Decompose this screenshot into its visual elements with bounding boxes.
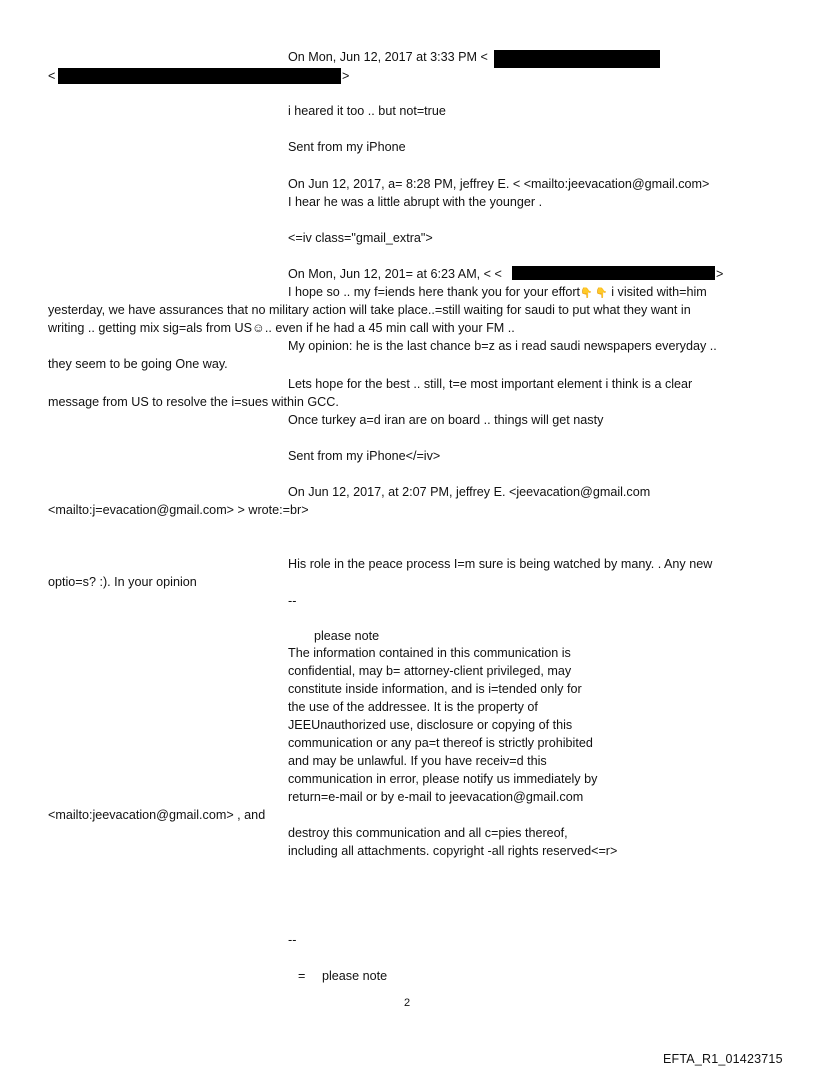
bates-number: EFTA_R1_01423715 bbox=[663, 1052, 783, 1066]
separator-dashes-2: -- bbox=[288, 933, 297, 947]
redaction-block bbox=[494, 50, 660, 68]
div-tag-text: <=iv class="gmail_extra"> bbox=[288, 231, 433, 245]
role-line-1: His role in the peace process I=m sure is being watched by many. . Any new bbox=[288, 557, 713, 571]
email-header-1-open: < bbox=[48, 69, 56, 83]
note-title-2: please note bbox=[322, 969, 388, 983]
role-line-2: optio=s? :). In your opinion bbox=[48, 575, 197, 589]
paragraph-1-text-end: i visited with=him bbox=[607, 285, 707, 299]
paragraph-1-text: I hope so .. my f=iends here thank you for your effort bbox=[288, 285, 581, 299]
mailto-line: <mailto:jeevacation@gmail.com> , and bbox=[48, 808, 266, 822]
paragraph-4: Once turkey a=d iran are on board .. things will get nasty bbox=[288, 413, 604, 427]
disclaimer-line: JEEUnauthorized use, disclosure or copying of this bbox=[288, 718, 573, 732]
disclaimer-line: return=e-mail or by e-mail to jeevacation@gmail.com bbox=[288, 790, 584, 804]
quote-1-body: I hear he was a little abrupt with the younger . bbox=[288, 195, 543, 209]
paragraph-1-line-2: yesterday, we have assurances that no military action will take place..=still waiting for saudi to put what they want in bbox=[48, 303, 691, 317]
quote-3-header-line-2: <mailto:j=evacation@gmail.com> > wrote:=br> bbox=[48, 503, 309, 517]
disclaimer-line: confidential, may b= attorney-client privileged, may bbox=[288, 664, 572, 678]
reply-text-1: i heared it too .. but not=true bbox=[288, 104, 446, 118]
paragraph-2-line-1: My opinion: he is the last chance b=z as i read saudi newspapers everyday .. bbox=[288, 339, 717, 353]
disclaimer-line: The information contained in this communication is bbox=[288, 646, 571, 660]
signature-2: Sent from my iPhone</=iv> bbox=[288, 449, 441, 463]
disclaimer-line: constitute inside information, and is i=tended only for bbox=[288, 682, 582, 696]
paragraph-3-line-1: Lets hope for the best .. still, t=e most important element i think is a clear bbox=[288, 377, 693, 391]
redaction-block bbox=[512, 266, 715, 280]
note-title-1: please note bbox=[314, 629, 380, 643]
paragraph-1-line-1 bbox=[288, 284, 707, 302]
destroy-line-2: including all attachments. copyright -all rights reserved<=r> bbox=[288, 844, 618, 858]
redaction-block bbox=[58, 68, 341, 84]
page-number: 2 bbox=[404, 997, 411, 1009]
disclaimer-line: communication in error, please notify us immediately by bbox=[288, 772, 598, 786]
disclaimer-line: the use of the addressee. It is the property of bbox=[288, 700, 538, 714]
note-equals: = bbox=[298, 969, 306, 983]
pointing-down-icon: 👇 👇 bbox=[580, 288, 608, 299]
destroy-line-1: destroy this communication and all c=pies thereof, bbox=[288, 826, 568, 840]
signature-1: Sent from my iPhone bbox=[288, 140, 406, 154]
paragraph-2-line-2: they seem to be going One way. bbox=[48, 357, 228, 371]
disclaimer-line: communication or any pa=t thereof is strictly prohibited bbox=[288, 736, 593, 750]
quote-1-header: On Jun 12, 2017, a= 8:28 PM, jeffrey E. < <mailto:jeevacation@gmail.com> bbox=[288, 177, 710, 191]
quote-2-header: On Mon, Jun 12, 201= at 6:23 AM, < < bbox=[288, 267, 502, 281]
email-header-1: On Mon, Jun 12, 2017 at 3:33 PM < bbox=[288, 50, 488, 64]
separator-dashes-1: -- bbox=[288, 594, 297, 608]
email-header-1-close: > bbox=[342, 69, 350, 83]
disclaimer-line: and may be unlawful. If you have receiv=d this bbox=[288, 754, 547, 768]
paragraph-3-line-2: message from US to resolve the i=sues within GCC. bbox=[48, 395, 339, 409]
quote-2-header-close: > bbox=[716, 267, 724, 281]
paragraph-1-line-3: writing .. getting mix sig=als from US☺.. even if he had a 45 min call with your FM .. bbox=[48, 321, 515, 335]
quote-3-header-line-1: On Jun 12, 2017, at 2:07 PM, jeffrey E. <jeevacation@gmail.com bbox=[288, 485, 651, 499]
